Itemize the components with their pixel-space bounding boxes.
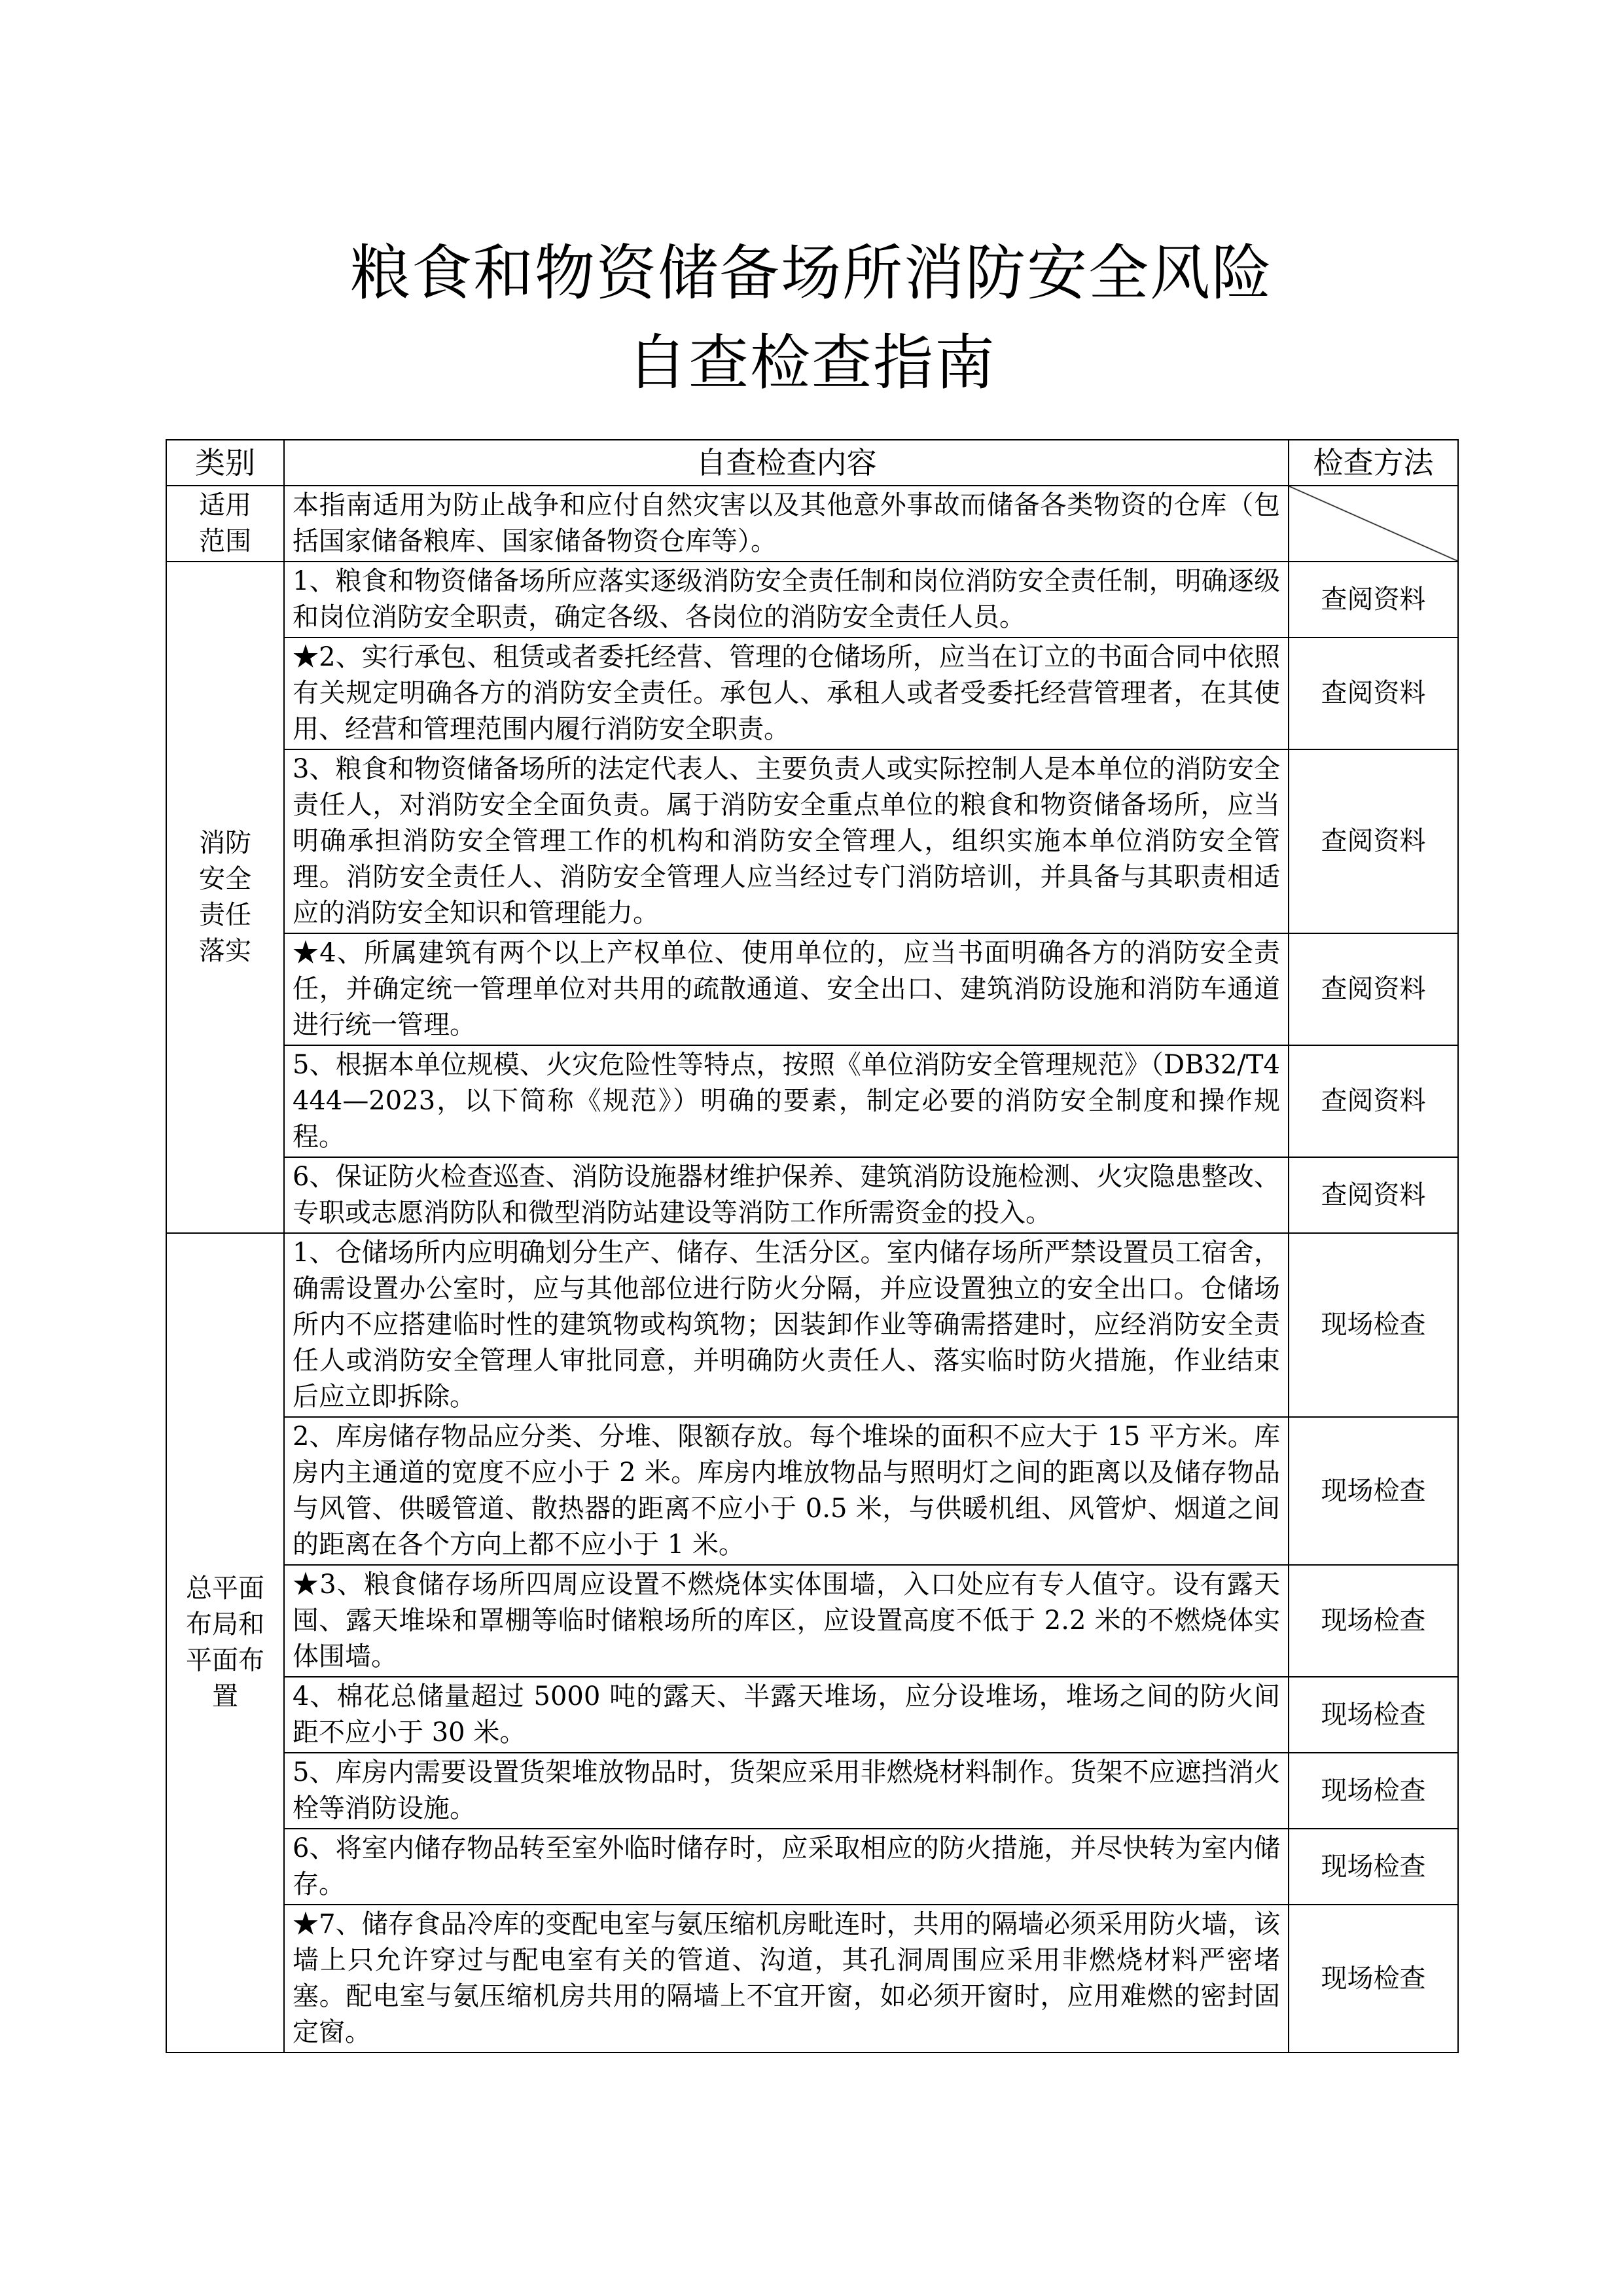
layout-item-3: ★3、粮食储存场所四周应设置不燃烧体实体围墙，入口处应有专人值守。设有露天囤、露天堆垛和罩棚等临时储粮场所的库区，应设置高度不低于 2.2 米的不燃烧体实体围墙。 (284, 1565, 1289, 1677)
table-header-row (166, 440, 1458, 486)
method-label: 现场检查 (1289, 1905, 1458, 2053)
method-cell-empty-diagonal (1289, 486, 1458, 562)
method-label: 查阅资料 (1289, 637, 1458, 749)
table-row (166, 562, 1458, 637)
layout-item-1: 1、仓储场所内应明确划分生产、储存、生活分区。室内储存场所严禁设置员工宿舍，确需设置办公室时，应与其他部位进行防火分隔，并应设置独立的安全出口。仓储场所内不应搭建临时性的建筑物或构筑物；因装卸作业等确需搭建时，应经消防安全责任人或消防安全管理人审批同意，并明确防火责任人、落实临时防火措施，作业结束后应立即拆除。 (284, 1233, 1289, 1417)
table-row-scope (166, 486, 1458, 562)
scope-content: 本指南适用为防止战争和应付自然灾害以及其他意外事故而储备各类物资的仓库（包括国家储备粮库、国家储备物资仓库等）。 (284, 486, 1289, 562)
category-cell-layout (166, 1233, 284, 2053)
table-row (166, 1417, 1458, 1565)
method-label: 现场检查 (1289, 1565, 1458, 1677)
table-row (166, 1565, 1458, 1677)
table-row (166, 933, 1458, 1045)
layout-item-6: 6、将室内储存物品转至室外临时储存时，应采取相应的防火措施，并尽快转为室内储存。 (284, 1829, 1289, 1905)
method-label: 现场检查 (1289, 1233, 1458, 1417)
responsibility-item-6: 6、保证防火检查巡查、消防设施器材维护保养、建筑消防设施检测、火灾隐患整改、专职或志愿消防队和微型消防站建设等消防工作所需资金的投入。 (284, 1157, 1289, 1233)
category-label-responsibility: 消防安全责任落实 (199, 828, 251, 966)
method-label: 查阅资料 (1289, 1045, 1458, 1157)
method-label: 查阅资料 (1289, 562, 1458, 637)
header-content: 自查检查内容 (284, 440, 1289, 486)
method-label: 查阅资料 (1289, 933, 1458, 1045)
category-cell-scope (166, 486, 284, 562)
method-label: 查阅资料 (1289, 749, 1458, 933)
layout-item-7: ★7、储存食品冷库的变配电室与氨压缩机房毗连时，共用的隔墙必须采用防火墙，该墙上只允许穿过与配电室有关的管道、沟道，其孔洞周围应采用非燃烧材料严密堵塞。配电室与氨压缩机房共用的隔墙上不宜开窗，如必须开窗时，应用难燃的密封固定窗。 (284, 1905, 1289, 2053)
responsibility-item-4: ★4、所属建筑有两个以上产权单位、使用单位的，应当书面明确各方的消防安全责任，并确定统一管理单位对共用的疏散通道、安全出口、建筑消防设施和消防车通道进行统一管理。 (284, 933, 1289, 1045)
table-row (166, 1829, 1458, 1905)
self-check-guide-table (166, 439, 1459, 2053)
method-label: 查阅资料 (1289, 1157, 1458, 1233)
table-row (166, 1045, 1458, 1157)
category-label-layout: 总平面布局和平面布置 (186, 1573, 264, 1712)
responsibility-item-5: 5、根据本单位规模、火灾危险性等特点，按照《单位消防安全管理规范》（DB32/T4444—2023，以下简称《规范》）明确的要素，制定必要的消防安全制度和操作规程。 (284, 1045, 1289, 1157)
document-title-line-2: 自查检查指南 (626, 328, 996, 398)
responsibility-item-3: 3、粮食和物资储备场所的法定代表人、主要负责人或实际控制人是本单位的消防安全责任人，对消防安全全面负责。属于消防安全重点单位的粮食和物资储备场所，应当明确承担消防安全管理工作的机构和消防安全管理人，组织实施本单位消防安全管理。消防安全责任人、消防安全管理人应当经过专门消防培训，并具备与其职责相适应的消防安全知识和管理能力。 (284, 749, 1289, 933)
header-category: 类别 (166, 440, 284, 486)
table-row (166, 749, 1458, 933)
layout-item-4: 4、棉花总储量超过 5000 吨的露天、半露天堆场，应分设堆场，堆场之间的防火间距不应小于 30 米。 (284, 1677, 1289, 1753)
category-cell-responsibility (166, 562, 284, 1233)
method-label: 现场检查 (1289, 1677, 1458, 1753)
table-row (166, 1233, 1458, 1417)
method-label: 现场检查 (1289, 1753, 1458, 1829)
header-method: 检查方法 (1289, 440, 1458, 486)
responsibility-item-2: ★2、实行承包、租赁或者委托经营、管理的仓储场所，应当在订立的书面合同中依照有关规定明确各方的消防安全责任。承包人、承租人或者受委托经营管理者，在其使用、经营和管理范围内履行消防安全职责。 (284, 637, 1289, 749)
document-title-line-1: 粮食和物资储备场所消防安全风险 (349, 238, 1273, 308)
table-row (166, 1905, 1458, 2053)
method-label: 现场检查 (1289, 1417, 1458, 1565)
layout-item-2: 2、库房储存物品应分类、分堆、限额存放。每个堆垛的面积不应大于 15 平方米。库房内主通道的宽度不应小于 2 米。库房内堆放物品与照明灯之间的距离以及储存物品与风管、供暖管道、散热器的距离不应小于 0.5 米，与供暖机组、风管炉、烟道之间的距离在各个方向上都不应小于 1 米。 (284, 1417, 1289, 1565)
responsibility-item-1: 1、粮食和物资储备场所应落实逐级消防安全责任制和岗位消防安全责任制，明确逐级和岗位消防安全职责，确定各级、各岗位的消防安全责任人员。 (284, 562, 1289, 637)
table-row (166, 637, 1458, 749)
method-label: 现场检查 (1289, 1829, 1458, 1905)
table-row (166, 1753, 1458, 1829)
layout-item-5: 5、库房内需要设置货架堆放物品时，货架应采用非燃烧材料制作。货架不应遮挡消火栓等消防设施。 (284, 1753, 1289, 1829)
category-label-scope: 适用范围 (199, 490, 251, 556)
table-row (166, 1677, 1458, 1753)
table-row (166, 1157, 1458, 1233)
